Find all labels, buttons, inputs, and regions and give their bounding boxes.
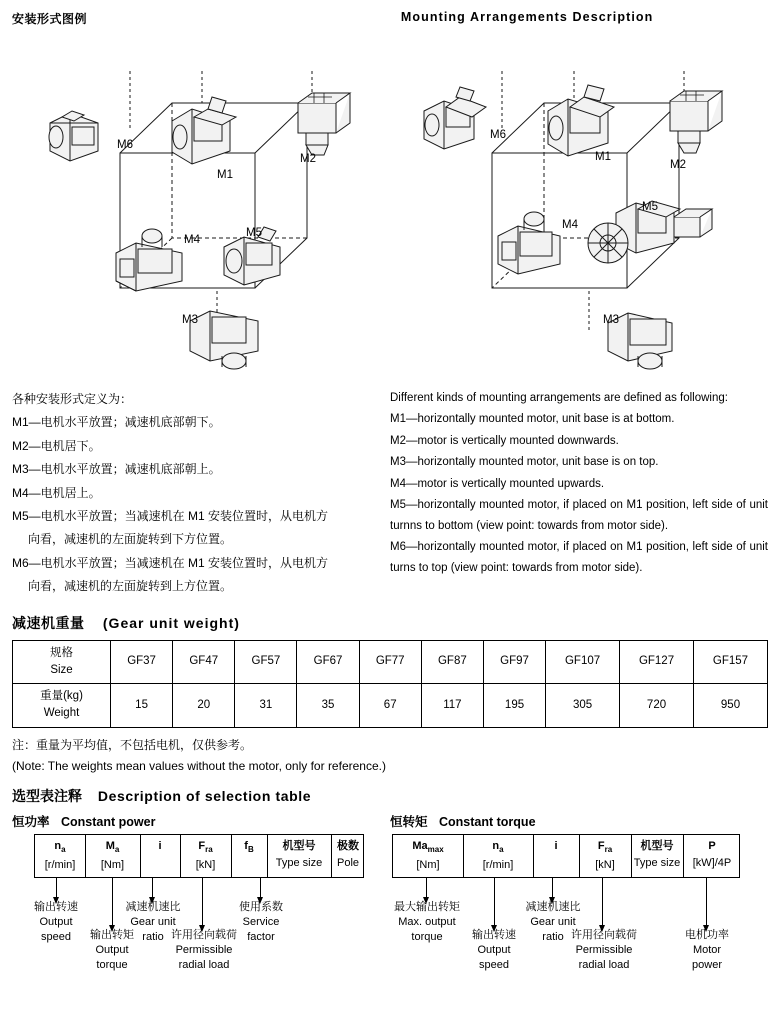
callout-radial-load-r (560, 928, 648, 973)
legend-cell-type-size-r (631, 838, 683, 872)
legend-cell-type-size-r-bottom: Type size (633, 857, 681, 870)
callout-output-torque-en: Output torque (95, 944, 129, 971)
legend-constant-torque (390, 834, 768, 998)
row-header-weight-en: Weight (43, 707, 80, 720)
callout-motor-power-en: Motor power (692, 944, 722, 971)
legend-cell-p-top: P (708, 840, 716, 853)
definitions-en-intro: Different kinds of mounting arrangements are defined as following: (390, 392, 728, 404)
diagram-label-m6: M6 (117, 139, 133, 151)
diagram-label-m5: M5 (246, 227, 262, 239)
diagram-label-m6-2: M6 (490, 129, 506, 141)
mounting-diagrams (12, 31, 768, 376)
selection-subtitles (12, 812, 768, 830)
diagram-label-m2-2: M2 (670, 159, 686, 171)
legend-cell-mamax-top: $Ma_{max}$ (412, 840, 444, 855)
legend-cell-ma-top: $M_a$ (105, 840, 120, 855)
legend-cell-i-top: i (158, 840, 162, 853)
legend-cell-fra (180, 838, 231, 874)
callout-gear-ratio-r-en: Gear unit ratio (530, 916, 576, 943)
cell-size-5: GF87 (421, 640, 483, 684)
cell-size-4: GF77 (359, 640, 421, 684)
cell-size-9: GF157 (694, 640, 768, 684)
weight-title-cn: 减速机重量 (12, 614, 85, 631)
cell-weight-8: 720 (620, 684, 694, 728)
weight-section-title (12, 613, 768, 633)
cell-weight-3: 35 (297, 684, 359, 728)
cell-weight-7: 305 (546, 684, 620, 728)
callout-gear-ratio-en: Gear unit ratio (130, 916, 176, 943)
callout-motor-power (668, 928, 746, 973)
legend-cell-fb-top: $f_B$ (244, 840, 254, 855)
cell-weight-4: 67 (359, 684, 421, 728)
definitions-en (390, 388, 768, 599)
definitions-cn-line-0: M1—电机水平放置；减速机底部朝下。 (12, 415, 221, 430)
definitions-cn-intro: 各种安装形式定义为： (12, 392, 133, 406)
cell-weight-1: 20 (173, 684, 235, 728)
legend-cell-na-r-bottom: [r/min] (482, 858, 514, 871)
legend-cell-fra-top: $F_{ra}$ (198, 840, 213, 855)
definitions-en-line-4: M5—horizontally mounted motor, if placed on M1 position, left side of unit turnns to bottom (view point: towards from motor side). (390, 499, 768, 532)
legend-cell-ma-bottom: [Nm] (100, 858, 125, 871)
diagram-label-m1-2: M1 (595, 151, 611, 163)
definitions-cn-line-7: 向看，减速机的左面旋转到上方位置。 (28, 579, 233, 594)
row-header-size-cn: 规格 (50, 646, 73, 659)
selection-title-en: Description of selection table (97, 788, 312, 805)
callout-output-speed-r-en: Output speed (477, 944, 511, 971)
legend-cell-na-top: $n_a$ (54, 840, 66, 855)
legend-cell-na-bottom: [r/min] (44, 858, 76, 871)
callout-radial-load-r-en: Permissible radial load (575, 944, 633, 971)
diagram-label-m4-2: M4 (562, 219, 578, 231)
legend-cell-fra-r (579, 838, 631, 874)
callout-gear-ratio-cn: 减速机速比 (125, 901, 181, 914)
cell-weight-5: 117 (421, 684, 483, 728)
cell-size-0: GF37 (111, 640, 173, 684)
legend-cell-fb (231, 838, 267, 857)
legend-callouts-right (390, 878, 758, 998)
legend-cell-pole-bottom: Pole (336, 857, 360, 870)
table-row-size (13, 640, 768, 684)
cell-size-1: GF47 (173, 640, 235, 684)
legend-box-right (392, 834, 740, 878)
definitions-en-line-3: M4—motor is vertically mounted upwards. (390, 477, 605, 490)
cell-weight-6: 195 (483, 684, 545, 728)
definitions-cn (12, 388, 390, 599)
diagram-label-m5-2: M5 (642, 201, 658, 213)
legend-cell-i-r (533, 838, 579, 855)
callout-gear-ratio-r-cn: 减速机速比 (525, 901, 581, 914)
diagram-label-m3-2: M3 (603, 314, 619, 326)
subtitle-constant-power-cn: 恒功率 (12, 815, 50, 830)
cell-size-6: GF97 (483, 640, 545, 684)
legend-box-left (34, 834, 364, 878)
legend-cell-mamax (393, 838, 463, 874)
legend-cell-pole (331, 838, 365, 872)
page-title-en: Mounting Arrangements Description (400, 10, 654, 24)
subtitle-constant-power (12, 812, 390, 830)
diagram-right-svg (390, 31, 780, 376)
legend-cell-fra-r-top: $F_{ra}$ (597, 840, 613, 855)
definitions-cn-line-5: 向看，减速机的左面旋转到下方位置。 (28, 532, 233, 547)
legend-cell-i (140, 838, 180, 855)
callout-service-factor (222, 900, 300, 945)
definitions-cn-line-3: M4—电机居上。 (12, 485, 101, 500)
selection-legend-boxes (12, 834, 768, 998)
cell-weight-0: 15 (111, 684, 173, 728)
cell-weight-9: 950 (694, 684, 768, 728)
callout-output-torque-cn: 输出转矩 (90, 929, 134, 942)
legend-cell-type-size-bottom: Type size (275, 857, 323, 870)
legend-cell-na-r (463, 838, 533, 874)
legend-cell-fra-bottom: [kN] (195, 858, 216, 871)
legend-cell-mamax-bottom: [Nm] (416, 858, 440, 871)
callout-radial-load-en: Permissible radial load (175, 944, 233, 971)
row-header-weight (13, 684, 111, 728)
cell-size-7: GF107 (546, 640, 620, 684)
callout-service-factor-cn: 使用系数 (239, 901, 283, 914)
legend-cell-p (683, 838, 741, 872)
definitions-en-line-2: M3—horizontally mounted motor, unit base is on top. (390, 456, 659, 469)
diagram-label-m2: M2 (300, 153, 316, 165)
legend-cell-fra-r-bottom: [kN] (595, 858, 615, 871)
table-row-weight (13, 684, 768, 728)
legend-callouts-left (12, 878, 380, 998)
callout-output-speed-r-cn: 输出转速 (472, 929, 516, 942)
cell-size-8: GF127 (620, 640, 694, 684)
diagram-left-svg (12, 31, 402, 376)
definitions-en-line-0: M1—horizontally mounted motor, unit base is at bottom. (390, 413, 675, 426)
definitions-cn-line-1: M2—电机居下。 (12, 438, 101, 453)
legend-cell-type-size-r-top: 机型号 (640, 840, 674, 853)
selection-title-cn: 选型表注释 (12, 788, 82, 805)
legend-cell-na (35, 838, 85, 874)
selection-section-title (12, 786, 768, 806)
legend-cell-type-size (267, 838, 331, 872)
legend-constant-power (12, 834, 390, 998)
gear-unit-weight-table (12, 640, 768, 728)
row-header-weight-cn: 重量(kg) (40, 690, 83, 703)
callout-output-speed-cn: 输出转速 (34, 901, 78, 914)
definitions-cn-line-6: M6—电机水平放置；当减速机在 M1 安装位置时，从电机方 (12, 555, 329, 570)
page-title-cn: 安装形式图例 (12, 12, 88, 26)
weight-title-en: (Gear unit weight) (102, 614, 240, 631)
diagram-label-m3: M3 (182, 314, 198, 326)
definitions-cn-line-2: M3—电机水平放置；减速机底部朝上。 (12, 462, 221, 477)
diagram-right (390, 31, 768, 376)
cell-weight-2: 31 (235, 684, 297, 728)
subtitle-constant-power-en: Constant power (61, 815, 156, 830)
legend-cell-p-bottom: [kW]/4P (692, 857, 732, 870)
diagram-label-m1: M1 (217, 169, 233, 181)
callout-motor-power-cn: 电机功率 (685, 929, 729, 942)
definitions-en-line-5: M6—horizontally mounted motor, if placed on M1 position, left side of unit turns to top (view point: towards from motor side). (390, 541, 768, 574)
cell-size-2: GF57 (235, 640, 297, 684)
subtitle-constant-torque-en: Constant torque (439, 815, 536, 830)
callout-service-factor-en: Service factor (242, 916, 280, 943)
definitions (12, 388, 768, 599)
legend-cell-ma (85, 838, 140, 874)
diagram-label-m4: M4 (184, 234, 200, 246)
legend-cell-pole-top: 极数 (337, 840, 359, 853)
diagram-left (12, 31, 390, 376)
callout-radial-load-cn: 许用径向载荷 (171, 929, 237, 942)
definitions-en-line-1: M2—motor is vertically mounted downwards. (390, 434, 619, 447)
cell-size-3: GF67 (297, 640, 359, 684)
weight-note-cn: 注：重量为平均值，不包括电机，仅供参考。 (12, 737, 253, 752)
legend-cell-type-size-top: 机型号 (282, 840, 316, 853)
legend-cell-i-r-top: i (554, 840, 558, 853)
row-header-size (13, 640, 111, 684)
callout-output-speed-en: Output speed (39, 916, 73, 943)
weight-note-en: (Note: The weights mean values without the motor, only for reference.) (12, 758, 386, 773)
definitions-cn-line-4: M5—电机水平放置；当减速机在 M1 安装位置时，从电机方 (12, 508, 329, 523)
subtitle-constant-torque-cn: 恒转矩 (390, 815, 428, 830)
callout-radial-load-r-cn: 许用径向载荷 (571, 929, 637, 942)
row-header-size-en: Size (50, 663, 73, 676)
callout-max-output-torque-cn: 最大输出转矩 (394, 901, 460, 914)
legend-cell-na-r-top: $n_a$ (492, 840, 504, 855)
callout-max-output-torque-en: Max. output torque (398, 916, 456, 943)
section-headers (12, 10, 768, 27)
subtitle-constant-torque (390, 812, 768, 830)
